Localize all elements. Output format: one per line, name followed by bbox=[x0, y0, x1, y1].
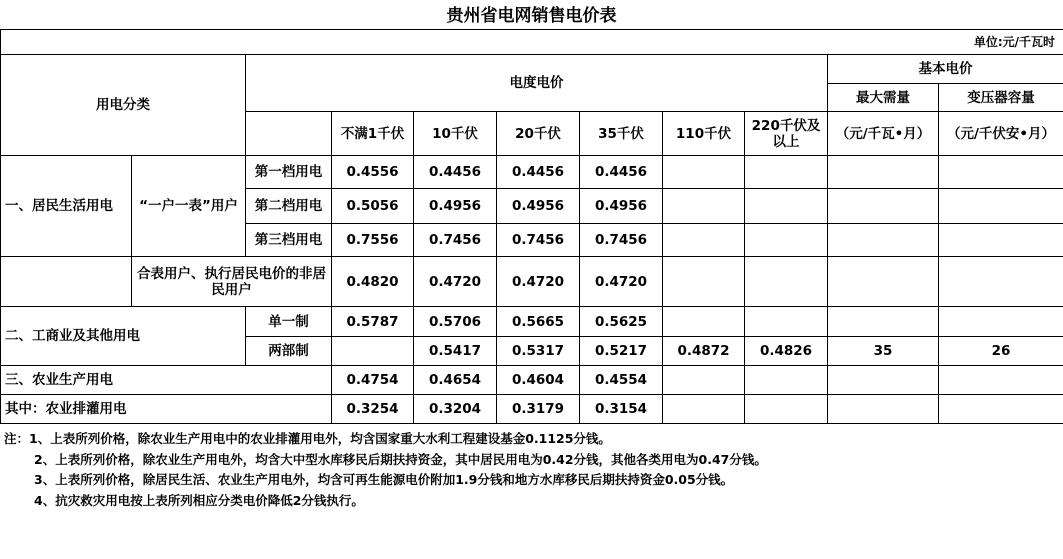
voltage-header: 35千伏 bbox=[580, 112, 663, 156]
empty-cell bbox=[745, 395, 828, 424]
category-header: 用电分类 bbox=[1, 55, 246, 156]
empty-cell bbox=[745, 257, 828, 307]
table-row bbox=[1, 366, 1063, 395]
empty-cell bbox=[939, 395, 1063, 424]
price-cell: 0.4720 bbox=[414, 257, 497, 307]
empty-cell bbox=[745, 224, 828, 257]
transformer-unit: （元/千伏安•月） bbox=[939, 112, 1063, 156]
single-tariff-label: 单一制 bbox=[246, 307, 332, 337]
header-row-1 bbox=[1, 55, 1063, 84]
empty-cell bbox=[1, 257, 132, 307]
empty-cell bbox=[828, 395, 939, 424]
price-cell: 0.5317 bbox=[497, 337, 580, 366]
transformer-value: 26 bbox=[939, 337, 1063, 366]
transformer-capacity-header: 变压器容量 bbox=[939, 84, 1063, 112]
empty-cell bbox=[828, 307, 939, 337]
note-line: 2、上表所列价格，除农业生产用电外，均含大中型水库移民后期扶持资金，其中居民用电为0.42分钱，其他各类用电为0.47分钱。 bbox=[34, 451, 767, 467]
price-cell: 0.5056 bbox=[332, 189, 414, 224]
empty-cell bbox=[663, 257, 745, 307]
price-cell: 0.4554 bbox=[580, 366, 663, 395]
two-part-tariff-label: 两部制 bbox=[246, 337, 332, 366]
empty-cell bbox=[663, 156, 745, 189]
voltage-header: 不满1千伏 bbox=[332, 112, 414, 156]
price-cell: 0.4754 bbox=[332, 366, 414, 395]
empty-cell bbox=[828, 189, 939, 224]
price-cell: 0.4826 bbox=[745, 337, 828, 366]
empty-cell bbox=[663, 395, 745, 424]
tier-label: 第一档用电 bbox=[246, 156, 332, 189]
voltage-header: 20千伏 bbox=[497, 112, 580, 156]
tier-label: 第三档用电 bbox=[246, 224, 332, 257]
voltage-header: 10千伏 bbox=[414, 112, 497, 156]
price-cell: 0.4872 bbox=[663, 337, 745, 366]
price-cell: 0.5787 bbox=[332, 307, 414, 337]
agriculture-label: 三、农业生产用电 bbox=[1, 366, 332, 395]
empty-cell bbox=[663, 224, 745, 257]
price-cell: 0.3254 bbox=[332, 395, 414, 424]
voltage-header: 220千伏及以上 bbox=[745, 112, 828, 156]
basic-price-header: 基本电价 bbox=[828, 55, 1063, 84]
price-cell: 0.5417 bbox=[414, 337, 497, 366]
tariff-table bbox=[0, 29, 1063, 424]
table-row bbox=[1, 307, 1063, 337]
price-cell: 0.3154 bbox=[580, 395, 663, 424]
empty-cell bbox=[745, 189, 828, 224]
max-demand-header: 最大需量 bbox=[828, 84, 939, 112]
energy-price-header: 电度电价 bbox=[246, 55, 828, 112]
price-cell: 0.5217 bbox=[580, 337, 663, 366]
empty-cell bbox=[828, 156, 939, 189]
empty-cell bbox=[939, 156, 1063, 189]
price-cell: 0.3179 bbox=[497, 395, 580, 424]
table-row bbox=[1, 257, 1063, 307]
price-cell: 0.5625 bbox=[580, 307, 663, 337]
notes-section bbox=[4, 429, 1059, 511]
empty-cell bbox=[663, 307, 745, 337]
price-cell: 0.7456 bbox=[497, 224, 580, 257]
price-cell: 0.7456 bbox=[414, 224, 497, 257]
empty-cell bbox=[939, 257, 1063, 307]
price-cell: 0.4720 bbox=[497, 257, 580, 307]
note-line: 注：1、上表所列价格，除农业生产用电中的农业排灌用电外，均含国家重大水利工程建设基金0.1125分钱。 bbox=[4, 431, 611, 446]
price-cell: 0.4956 bbox=[580, 189, 663, 224]
combined-user-label: 合表用户、执行居民电价的非居民用户 bbox=[132, 257, 332, 307]
table-row bbox=[1, 395, 1063, 424]
price-cell: 0.4956 bbox=[497, 189, 580, 224]
page-title: 贵州省电网销售电价表 bbox=[446, 6, 617, 26]
empty-cell bbox=[939, 189, 1063, 224]
price-cell bbox=[332, 337, 414, 366]
max-demand-value: 35 bbox=[828, 337, 939, 366]
price-cell: 0.4456 bbox=[580, 156, 663, 189]
note-line: 4、抗灾救灾用电按上表所列相应分类电价降低2分钱执行。 bbox=[34, 492, 364, 508]
blank-header-cell bbox=[246, 112, 332, 156]
price-cell: 0.4556 bbox=[332, 156, 414, 189]
max-demand-unit: （元/千瓦•月） bbox=[828, 112, 939, 156]
price-cell: 0.4720 bbox=[580, 257, 663, 307]
industrial-label: 二、工商业及其他用电 bbox=[1, 307, 246, 366]
empty-cell bbox=[939, 366, 1063, 395]
empty-cell bbox=[939, 307, 1063, 337]
irrigation-label: 其中：农业排灌用电 bbox=[1, 395, 332, 424]
residential-label: 一、居民生活用电 bbox=[1, 156, 132, 257]
price-cell: 0.4654 bbox=[414, 366, 497, 395]
price-cell: 0.4456 bbox=[497, 156, 580, 189]
price-cell: 0.7456 bbox=[580, 224, 663, 257]
empty-cell bbox=[828, 257, 939, 307]
price-cell: 0.3204 bbox=[414, 395, 497, 424]
empty-cell bbox=[745, 366, 828, 395]
empty-cell bbox=[828, 224, 939, 257]
price-cell: 0.4820 bbox=[332, 257, 414, 307]
empty-cell bbox=[663, 189, 745, 224]
empty-cell bbox=[663, 366, 745, 395]
unit-row bbox=[1, 30, 1063, 55]
price-cell: 0.7556 bbox=[332, 224, 414, 257]
empty-cell bbox=[745, 156, 828, 189]
voltage-header: 110千伏 bbox=[663, 112, 745, 156]
empty-cell bbox=[745, 307, 828, 337]
empty-cell bbox=[939, 224, 1063, 257]
price-cell: 0.4604 bbox=[497, 366, 580, 395]
price-cell: 0.4956 bbox=[414, 189, 497, 224]
price-cell: 0.5665 bbox=[497, 307, 580, 337]
empty-cell bbox=[828, 366, 939, 395]
price-cell: 0.5706 bbox=[414, 307, 497, 337]
unit-label: 单位:元/千瓦时 bbox=[1, 30, 1063, 55]
tier-label: 第二档用电 bbox=[246, 189, 332, 224]
price-cell: 0.4456 bbox=[414, 156, 497, 189]
table-row bbox=[1, 156, 1063, 189]
note-line: 3、上表所列价格，除居民生活、农业生产用电外，均含可再生能源电价附加1.9分钱和地方水库移民后期扶持资金0.05分钱。 bbox=[34, 472, 734, 487]
one-meter-label: “一户一表”用户 bbox=[132, 156, 246, 257]
